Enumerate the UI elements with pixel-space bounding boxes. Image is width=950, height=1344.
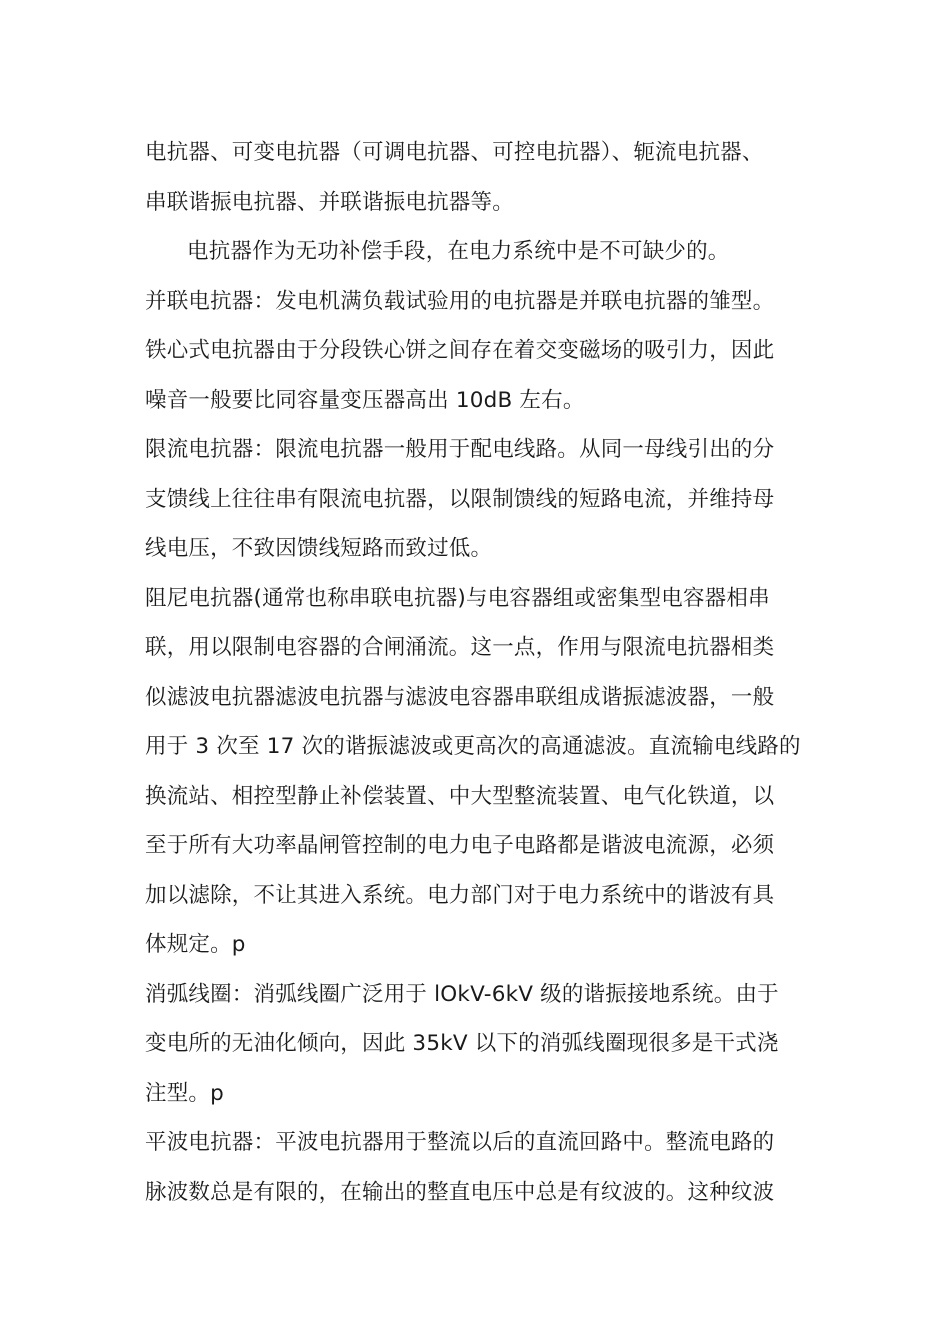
text-line: 加以滤除，不让其进入系统。电力部门对于电力系统中的谐波有具 — [145, 882, 775, 908]
text-line: 限流电抗器：限流电抗器一般用于配电线路。从同一母线引出的分 — [145, 437, 775, 462]
text-line: 串联谐振电抗器、并联谐振电抗器等。 — [145, 189, 514, 215]
text-line: 并联电抗器：发电机满负载试验用的电抗器是并联电抗器的雏型。 — [145, 288, 775, 314]
text-line: 至于所有大功率晶闸管控制的电力电子电路都是谐波电流源，必须 — [145, 833, 775, 858]
text-line: 用于 3 次至 17 次的谐振滤波或更高次的高通滤波。直流输电线路的 — [145, 734, 801, 759]
document-body — [145, 128, 805, 1217]
text-line: 电抗器作为无功补偿手段，在电力系统中是不可缺少的。 — [187, 239, 730, 264]
text-line: 注型。p — [145, 1080, 224, 1106]
text-line: 换流站、相控型静止补偿装置、中大型整流装置、电气化铁道，以 — [145, 783, 775, 809]
text-line: 电抗器、可变电抗器（可调电抗器、可控电抗器）、轭流电抗器、 — [145, 140, 764, 165]
text-line: 铁心式电抗器由于分段铁心饼之间存在着交变磁场的吸引力，因此 — [145, 338, 775, 363]
text-line: 平波电抗器：平波电抗器用于整流以后的直流回路中。整流电路的 — [145, 1130, 775, 1155]
text-line: 脉波数总是有限的，在输出的整直电压中总是有纹波的。这种纹波 — [145, 1179, 775, 1205]
text-line: 支馈线上往往串有限流电抗器，以限制馈线的短路电流，并维持母 — [145, 486, 775, 512]
text-line: 线电压，不致因馈线短路而致过低。 — [145, 536, 493, 561]
text-line: 阻尼电抗器(通常也称串联电抗器)与电容器组或密集型电容器相串 — [145, 585, 770, 611]
text-line: 联，用以限制电容器的合闸涌流。这一点，作用与限流电抗器相类 — [145, 635, 775, 660]
text-line: 体规定。p — [145, 932, 246, 957]
text-line: 噪音一般要比同容量变压器高出 10dB 左右。 — [145, 387, 585, 413]
text-line: 似滤波电抗器滤波电抗器与滤波电容器串联组成谐振滤波器，一般 — [145, 684, 775, 710]
text-line: 消弧线圈：消弧线圈广泛用于 lOkV-6kV 级的谐振接地系统。由于 — [145, 981, 779, 1007]
text-line: 变电所的无油化倾向，因此 35kV 以下的消弧线圈现很多是干式浇 — [145, 1031, 779, 1056]
